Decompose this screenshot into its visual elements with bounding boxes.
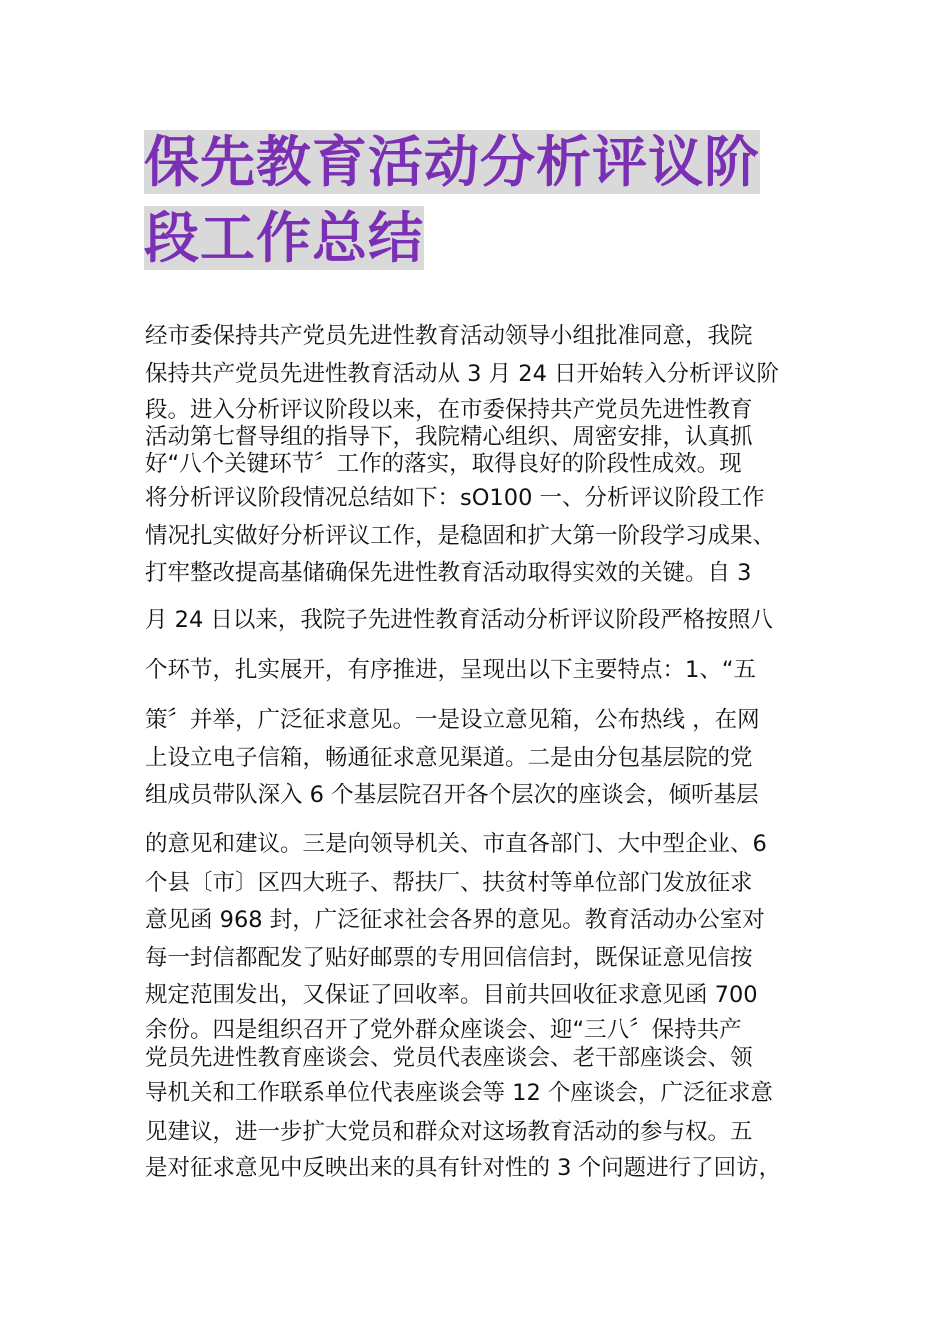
body-line: 余份。四是组织召开了党外群众座谈会、迎“三八〞保持共产 — [145, 1017, 742, 1043]
body-line: 经市委保持共产党员先进性教育活动领导小组批准同意，我院 — [145, 323, 753, 349]
body-line: 月 24 日以来，我院子先进性教育活动分析评议阶段严格按照八 — [145, 607, 773, 633]
body-line: 党员先进性教育座谈会、党员代表座谈会、老干部座谈会、领 — [145, 1045, 753, 1071]
body-line: 上设立电子信箱，畅通征求意见渠道。二是由分包基层院的党 — [145, 745, 753, 771]
document-title-line-2: 段工作总结 — [144, 206, 425, 270]
body-line: 情况扎实做好分析评议工作，是稳固和扩大第一阶段学习成果、 — [145, 523, 776, 549]
body-line: 策〞并举，广泛征求意见。一是设立意见箱，公布热线 ，在网 — [145, 707, 760, 733]
body-line: 段。进入分析评议阶段以来，在市委保持共产党员先进性教育 — [145, 397, 753, 423]
body-line: 见建议，进一步扩大党员和群众对这场教育活动的参与权。五 — [145, 1119, 753, 1145]
body-line: 保持共产党员先进性教育活动从 3 月 24 日开始转入分析评议阶 — [145, 361, 780, 387]
body-line: 的意见和建议。三是向领导机关、市直各部门、大中型企业、6 — [145, 831, 767, 857]
body-line: 打牢整改提高基储确保先进性教育活动取得实效的关键。自 3 — [145, 560, 752, 586]
body-line: 意见函 968 封，广泛征求社会各界的意见。教育活动办公室对 — [145, 907, 765, 933]
body-line: 规定范围发出，又保证了回收率。目前共回收征求意见函 700 — [145, 982, 758, 1008]
body-line: 是对征求意见中反映出来的具有针对性的 3 个问题进行了回访， — [145, 1155, 782, 1181]
body-line: 个县〔市〕区四大班子、帮扶厂、扶贫村等单位部门发放征求 — [145, 870, 753, 896]
document-title-line-1: 保先教育活动分析评议阶 — [144, 130, 761, 194]
body-line: 活动第七督导组的指导下，我院精心组织、周密安排，认真抓 — [145, 424, 753, 450]
body-line: 好“八个关键环节〞工作的落实，取得良好的阶段性成效。现 — [145, 451, 742, 477]
body-line: 组成员带队深入 6 个基层院召开各个层次的座谈会，倾听基层 — [145, 782, 759, 808]
body-line: 导机关和工作联系单位代表座谈会等 12 个座谈会，广泛征求意 — [145, 1080, 773, 1106]
body-line: 每一封信都配发了贴好邮票的专用回信信封，既保证意见信按 — [145, 945, 753, 971]
body-line: 个环节，扎实展开，有序推进，呈现出以下主要特点：1、“五 — [145, 657, 756, 683]
body-line: 将分析评议阶段情况总结如下：sO100 一、分析评议阶段工作 — [145, 485, 765, 511]
